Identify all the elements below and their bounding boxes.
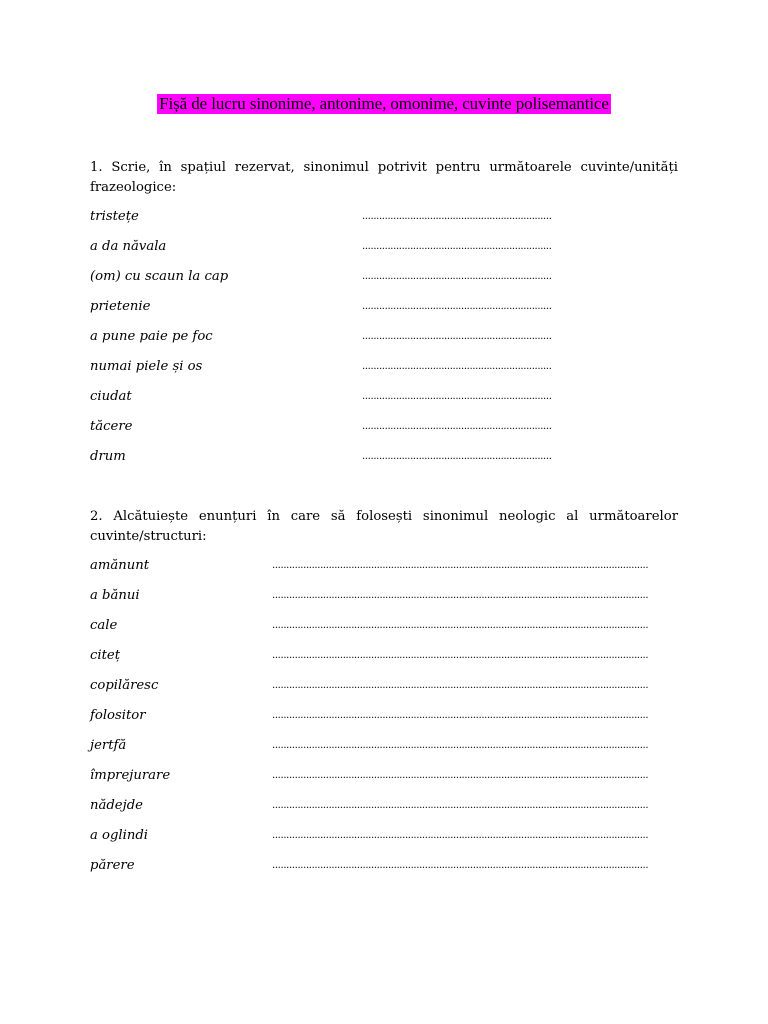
exercise-2-row (90, 826, 678, 856)
exercise-2-row (90, 676, 678, 706)
answer-blank[interactable]: ................................................................... (362, 421, 552, 432)
answer-blank[interactable]: ..................................................................................................................................... (272, 710, 649, 721)
word-label: amănunt (90, 558, 150, 573)
exercise-1-row (90, 267, 678, 297)
word-label: nădejde (90, 798, 143, 813)
word-label: (om) cu scaun la cap (90, 269, 229, 284)
word-label: cale (90, 618, 118, 633)
exercise-2-instruction-line1: 2. Alcătuiește enunțuri în care să folosești sinonimul neologic al următoarelor (90, 509, 678, 524)
word-label: tristețe (90, 209, 139, 224)
answer-blank[interactable]: ..................................................................................................................................... (272, 620, 649, 631)
answer-blank[interactable]: ..................................................................................................................................... (272, 740, 649, 751)
word-label: ciudat (90, 389, 132, 404)
exercise-2-row (90, 736, 678, 766)
exercise-1-items (90, 207, 678, 477)
exercise-1-instruction (90, 158, 678, 198)
exercise-1-row (90, 417, 678, 447)
word-label: a oglindi (90, 828, 149, 843)
answer-blank[interactable]: ................................................................... (362, 361, 552, 372)
exercise-1-row (90, 297, 678, 327)
answer-blank[interactable]: ................................................................... (362, 241, 552, 252)
word-label: a da năvala (90, 239, 167, 254)
answer-blank[interactable]: ................................................................... (362, 331, 552, 342)
word-label: folositor (90, 708, 146, 723)
word-label: a pune paie pe foc (90, 329, 213, 344)
exercise-1-row (90, 207, 678, 237)
answer-blank[interactable]: ..................................................................................................................................... (272, 800, 649, 811)
exercise-1-row (90, 357, 678, 387)
exercise-2-row (90, 796, 678, 826)
title-container (0, 94, 768, 114)
answer-blank[interactable]: ..................................................................................................................................... (272, 770, 649, 781)
answer-blank[interactable]: ..................................................................................................................................... (272, 650, 649, 661)
exercise-2-row (90, 586, 678, 616)
word-label: părere (90, 858, 135, 873)
exercise-2-row (90, 706, 678, 736)
exercise-1-row (90, 447, 678, 477)
answer-blank[interactable]: ................................................................... (362, 391, 552, 402)
word-label: jertfă (90, 738, 127, 753)
exercise-1-instruction-line2: frazeologice: (90, 180, 177, 195)
exercise-2-instruction (90, 507, 678, 547)
word-label: tăcere (90, 419, 133, 434)
answer-blank[interactable]: ................................................................... (362, 301, 552, 312)
word-label: numai piele și os (90, 359, 203, 374)
exercise-2-row (90, 856, 678, 886)
answer-blank[interactable]: ................................................................... (362, 211, 552, 222)
exercise-1-row (90, 387, 678, 417)
exercise-2-row (90, 646, 678, 676)
word-label: a bănui (90, 588, 140, 603)
answer-blank[interactable]: ..................................................................................................................................... (272, 560, 649, 571)
answer-blank[interactable]: ..................................................................................................................................... (272, 860, 649, 871)
answer-blank[interactable]: ..................................................................................................................................... (272, 830, 649, 841)
exercise-2-row (90, 556, 678, 586)
word-label: citeț (90, 648, 121, 663)
answer-blank[interactable]: ..................................................................................................................................... (272, 680, 649, 691)
exercise-2-row (90, 766, 678, 796)
answer-blank[interactable]: ................................................................... (362, 451, 552, 462)
exercise-1-instruction-line1: 1. Scrie, în spațiul rezervat, sinonimul potrivit pentru următoarele cuvinte/unități (90, 160, 678, 175)
exercise-1-row (90, 237, 678, 267)
word-label: copilăresc (90, 678, 159, 693)
exercise-1 (90, 158, 678, 477)
exercise-2-instruction-line2: cuvinte/structuri: (90, 529, 207, 544)
page-title: Fișă de lucru sinonime, antonime, omonime, cuvinte polisemantice (159, 94, 609, 113)
answer-blank[interactable]: ..................................................................................................................................... (272, 590, 649, 601)
exercise-1-row (90, 327, 678, 357)
exercise-2-items (90, 556, 678, 886)
word-label: împrejurare (90, 768, 171, 783)
word-label: prietenie (90, 299, 151, 314)
answer-blank[interactable]: ................................................................... (362, 271, 552, 282)
exercise-2-row (90, 616, 678, 646)
exercise-2 (90, 507, 678, 886)
word-label: drum (90, 449, 126, 464)
